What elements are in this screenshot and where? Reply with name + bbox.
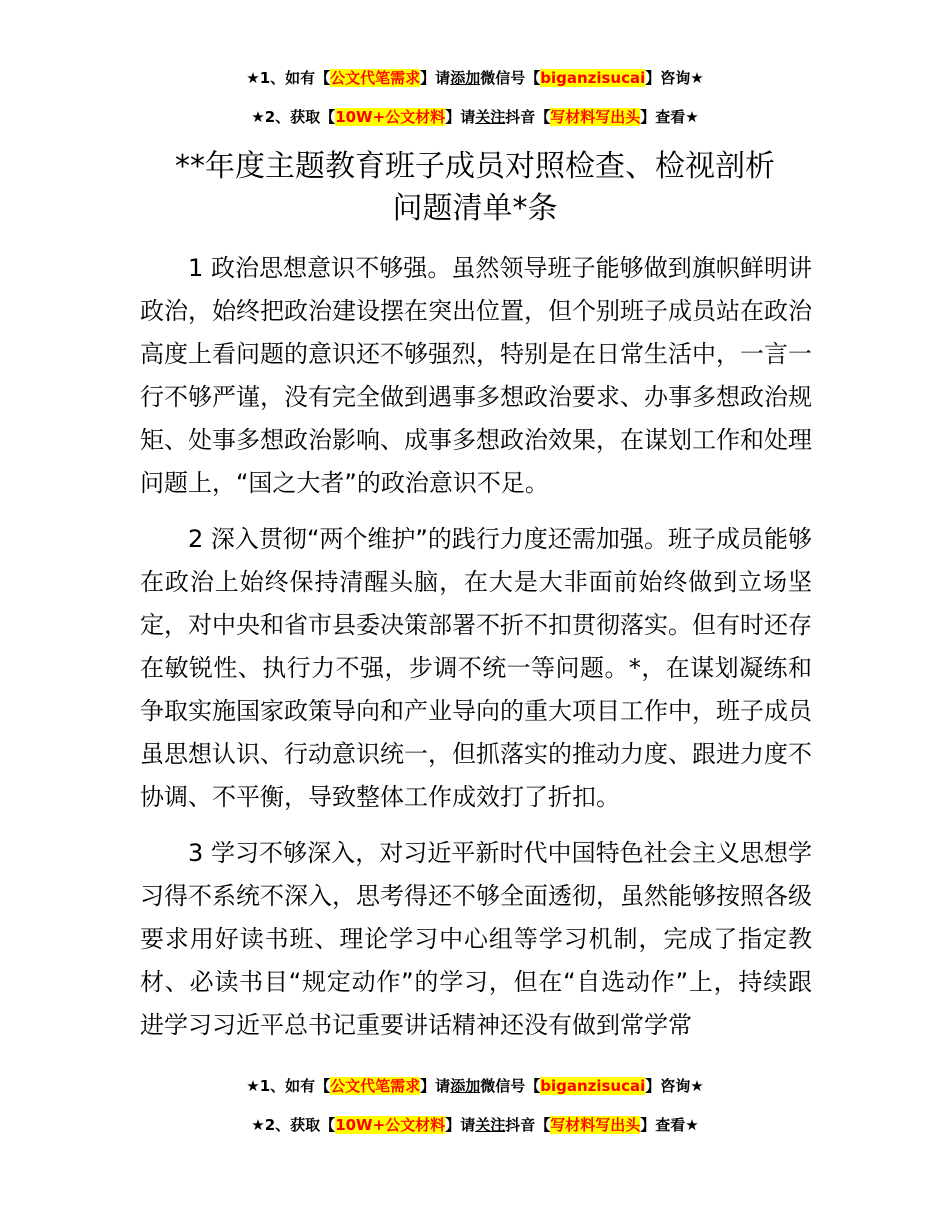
header-notice-line-1 <box>0 67 950 89</box>
notice-mid: 微信号【 <box>480 1077 541 1095</box>
notice-mid: 抖音【 <box>505 108 551 126</box>
title-line-2: 问题清单*条 <box>392 191 558 226</box>
notice-prefix: ★2、获取【 <box>251 1116 336 1134</box>
notice-highlight: 10W+公文材料 <box>335 1116 446 1134</box>
notice-prefix: ★1、如有【 <box>246 1077 331 1095</box>
footer-notice-line-1 <box>0 1075 950 1097</box>
document-title <box>100 146 850 230</box>
paragraph-1: 1 政治思想意识不够强。虽然领导班子能够做到旗帜鲜明讲政治，始终把政治建设摆在突出位置，但个别班子成员站在政治高度上看问题的意识还不够强烈，特别是在日常生活中，一言一行不够严谨，没有完全做到遇事多想政治要求、办事多想政治规矩、处事多想政治影响、成事多想政治效果，在谋划工作和处理问题上，“国之大者”的政治意识不足。 <box>140 254 812 497</box>
document-body <box>140 247 812 1060</box>
footer-notice-line-2 <box>0 1114 950 1136</box>
notice-mid: 】请 <box>445 108 476 126</box>
notice-mid: 微信号【 <box>480 69 541 87</box>
notice-suffix: 】咨询★ <box>645 69 704 87</box>
notice-underline: 关注 <box>475 1116 506 1134</box>
wechat-id-highlight: biganzisucai <box>540 69 646 87</box>
notice-highlight: 公文代笔需求 <box>330 1077 421 1095</box>
wechat-id-highlight: biganzisucai <box>540 1077 646 1095</box>
notice-underline: 关注 <box>475 108 506 126</box>
notice-suffix: 】查看★ <box>640 1116 699 1134</box>
douyin-id-highlight: 写材料写出头 <box>550 1116 641 1134</box>
notice-prefix: ★1、如有【 <box>246 69 331 87</box>
notice-suffix: 】咨询★ <box>645 1077 704 1095</box>
notice-mid: 抖音【 <box>505 1116 551 1134</box>
header-notice-line-2 <box>0 106 950 128</box>
notice-underline: 添加 <box>450 1077 481 1095</box>
title-line-1: **年度主题教育班子成员对照检查、检视剖析 <box>175 149 775 184</box>
notice-underline: 添加 <box>450 69 481 87</box>
notice-highlight: 公文代笔需求 <box>330 69 421 87</box>
notice-mid: 】请 <box>420 1077 451 1095</box>
douyin-id-highlight: 写材料写出头 <box>550 108 641 126</box>
notice-mid: 】请 <box>445 1116 476 1134</box>
notice-highlight: 10W+公文材料 <box>335 108 446 126</box>
paragraph-2: 2 深入贯彻“两个维护”的践行力度还需加强。班子成员能够在政治上始终保持清醒头脑，在大是大非面前始终做到立场坚定，对中央和省市县委决策部署不折不扣贯彻落实。但有时还存在敏锐性、执行力不强，步调不统一等问题。*，在谋划凝练和争取实施国家政策导向和产业导向的重大项目工作中，班子成员虽思想认识、行动意识统一，但抓落实的推动力度、跟进力度不协调、不平衡，导致整体工作成效打了折扣。 <box>140 525 812 811</box>
paragraph-3: 3 学习不够深入，对习近平新时代中国特色社会主义思想学习得不系统不深入，思考得还不够全面透彻，虽然能够按照各级要求用好读书班、理论学习中心组等学习机制，完成了指定教材、必读书目“规定动作”的学习，但在“自选动作”上，持续跟进学习习近平总书记重要讲话精神还没有做到常学常 <box>140 839 812 1039</box>
notice-mid: 】请 <box>420 69 451 87</box>
notice-prefix: ★2、获取【 <box>251 108 336 126</box>
notice-suffix: 】查看★ <box>640 108 699 126</box>
